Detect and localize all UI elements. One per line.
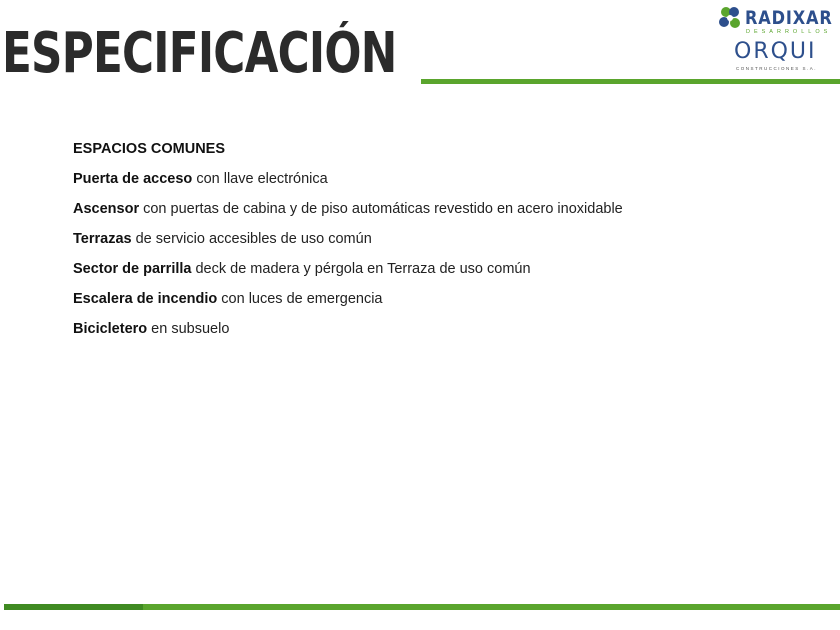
page-title: ESPECIFICACIÓN — [2, 21, 397, 86]
spec-content — [73, 137, 793, 347]
list-item — [73, 227, 793, 251]
item-term: Escalera de incendio — [73, 291, 218, 307]
item-detail: con puertas de cabina y de piso automáticas revestido en acero inoxidable — [139, 201, 623, 217]
orqui-wordmark: ORQUI — [734, 39, 817, 64]
orqui-subtitle: CONSTRUCCIONES S.A. — [736, 66, 818, 71]
item-term: Sector de parrilla — [73, 261, 192, 277]
logo-block — [714, 4, 840, 74]
item-term: Bicicletero — [73, 321, 148, 337]
item-term: Puerta de acceso — [73, 171, 193, 187]
section-title: ESPACIOS COMUNES — [73, 141, 226, 157]
item-detail: en subsuelo — [147, 321, 230, 337]
item-term: Terrazas — [73, 231, 132, 247]
list-item — [73, 167, 793, 191]
list-item — [73, 287, 793, 311]
header-divider — [421, 79, 840, 84]
list-item — [73, 257, 793, 281]
item-detail: con llave electrónica — [192, 171, 328, 187]
list-item — [73, 197, 793, 221]
radixar-mark-icon — [718, 6, 742, 30]
radixar-subtitle: DESARROLLOS — [746, 29, 832, 35]
item-detail: deck de madera y pérgola en Terraza de uso común — [191, 261, 531, 277]
item-detail: con luces de emergencia — [217, 291, 383, 307]
list-item — [73, 317, 793, 341]
radixar-logo — [718, 6, 840, 30]
footer-divider-accent — [4, 604, 143, 610]
item-detail: de servicio accesibles de uso común — [131, 231, 372, 247]
item-term: Ascensor — [73, 201, 140, 217]
radixar-wordmark: RADIXAR — [745, 7, 833, 29]
